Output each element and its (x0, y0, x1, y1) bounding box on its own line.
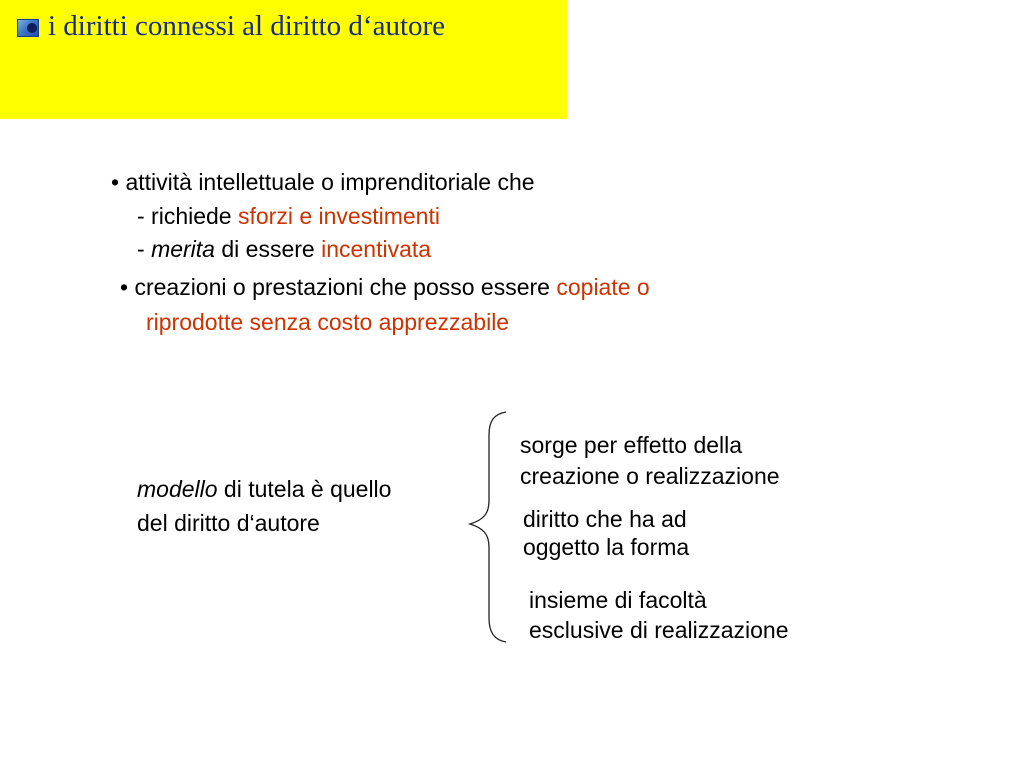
sub-2-highlight: incentivata (321, 236, 432, 262)
bullet-2-text: creazioni o prestazioni che posso essere (134, 274, 557, 300)
bullet-2 (120, 274, 650, 301)
bullet-marker: • (111, 169, 120, 195)
model-line-1 (137, 476, 391, 503)
sub-1-highlight: sforzi e investimenti (237, 203, 440, 229)
bullet-1-sub-2 (137, 236, 431, 263)
sub-2-emphasis: merita (151, 236, 215, 262)
branch-3-line-1: insieme di facoltà (529, 587, 707, 613)
branch-3-line-2: esclusive di realizzazione (529, 617, 789, 643)
bullet-2-highlight-2: riprodotte senza costo apprezzabile (146, 309, 510, 335)
slide-bullet-icon (17, 19, 39, 37)
branch-1-line-1: sorge per effetto della (520, 432, 743, 458)
bullet-1-sub-1 (137, 203, 440, 230)
sub-2-middle: di essere (214, 236, 322, 262)
bullet-2-highlight-1: copiate o (556, 274, 650, 300)
branch-2-line-1: diritto che ha ad (523, 506, 687, 532)
sub-2-prefix: - (137, 236, 152, 262)
title-banner (0, 0, 567, 119)
bullet-marker: • (120, 274, 129, 300)
bullet-1-text: attività intellettuale o imprenditoriale che (125, 169, 535, 195)
model-line-2: del diritto d‘autore (137, 510, 320, 536)
sub-1-prefix: - richiede (137, 203, 238, 229)
slide-title: i diritti connessi al diritto d‘autore (48, 10, 446, 42)
curly-brace (466, 411, 508, 643)
model-emphasis: modello (137, 476, 218, 502)
branch-2-line-2: oggetto la forma (523, 534, 690, 560)
branch-1-line-2: creazione o realizzazione (520, 463, 780, 489)
bullet-1 (111, 169, 535, 196)
model-line-1-rest: di tutela è quello (217, 476, 392, 502)
